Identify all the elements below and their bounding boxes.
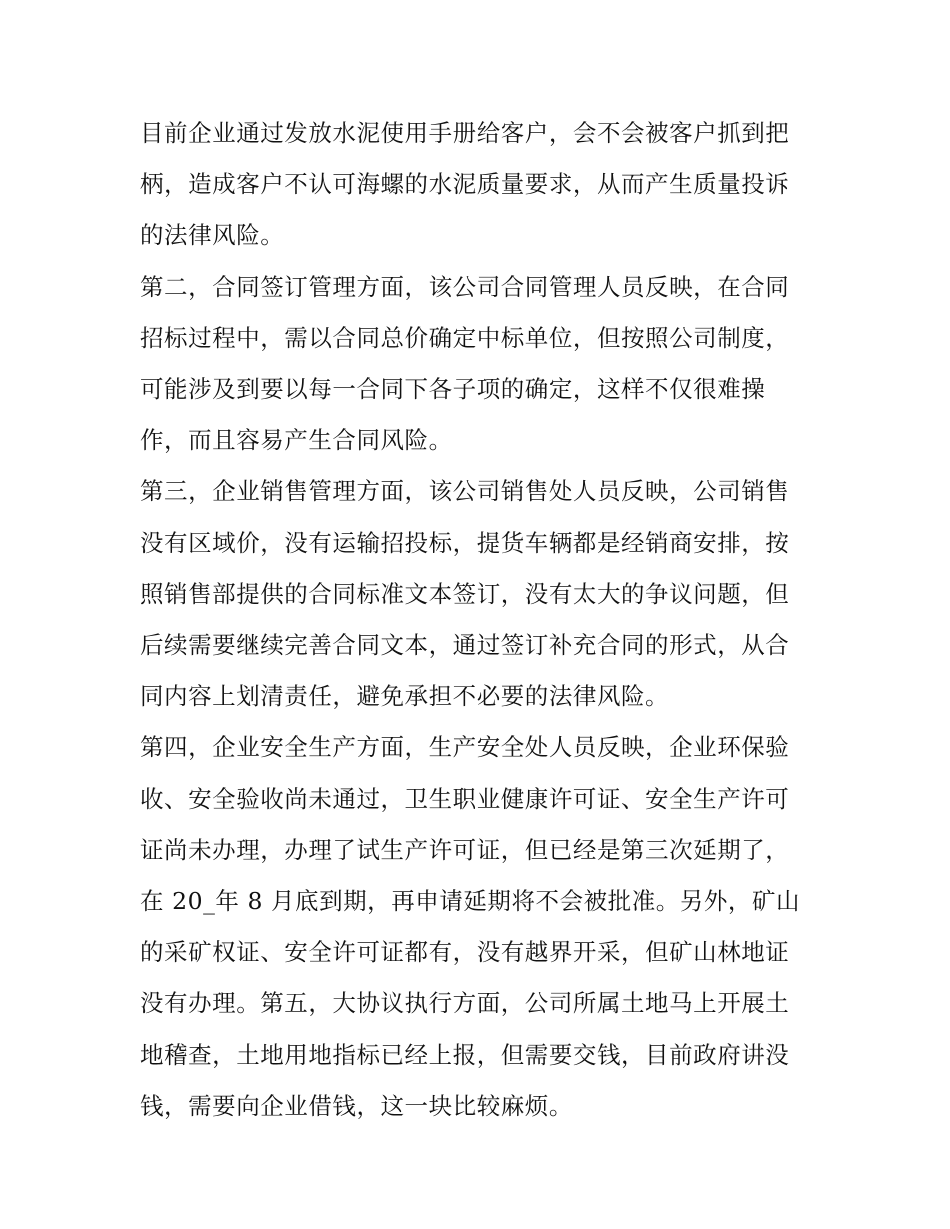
text-line: 后续需要继续完善合同文本，通过签订补充合同的形式，从合: [140, 631, 790, 660]
text-line: 招标过程中，需以合同总价确定中标单位，但按照公司制度，: [140, 323, 790, 352]
text-line: 第三，企业销售管理方面，该公司销售处人员反映，公司销售: [140, 477, 790, 506]
text-line: 的法律风险。: [140, 221, 285, 250]
text-line: 在 20_年 8 月底到期，再申请延期将不会被批准。另外，矿山: [140, 887, 801, 916]
text-line: 的采矿权证、安全许可证都有，没有越界开采，但矿山林地证: [140, 938, 790, 967]
text-line: 柄，造成客户不认可海螺的水泥质量要求，从而产生质量投诉: [140, 170, 790, 199]
text-line: 没有办理。第五，大协议执行方面，公司所属土地马上开展土: [140, 989, 790, 1018]
text-line: 第四，企业安全生产方面，生产安全处人员反映，企业环保验: [140, 733, 790, 762]
text-line: 同内容上划清责任，避免承担不必要的法律风险。: [140, 682, 670, 711]
text-line: 收、安全验收尚未通过，卫生职业健康许可证、安全生产许可: [140, 784, 790, 813]
text-line: 照销售部提供的合同标准文本签订，没有太大的争议问题，但: [140, 579, 790, 608]
text-line: 第二，合同签订管理方面，该公司合同管理人员反映，在合同: [140, 272, 790, 301]
text-line: 钱，需要向企业借钱，这一块比较麻烦。: [140, 1091, 573, 1120]
text-line: 作，而且容易产生合同风险。: [140, 426, 453, 455]
body-text: [140, 108, 820, 1132]
text-line: 证尚未办理，办理了试生产许可证，但已经是第三次延期了，: [140, 835, 790, 864]
text-line: 地稽查，土地用地指标已经上报，但需要交钱，目前政府讲没: [140, 1040, 790, 1069]
text-line: 目前企业通过发放水泥使用手册给客户，会不会被客户抓到把: [140, 119, 790, 147]
text-line: 没有区域价，没有运输招投标，提货车辆都是经销商安排，按: [140, 528, 790, 557]
text-line: 可能涉及到要以每一合同下各子项的确定，这样不仅很难操: [140, 375, 766, 404]
